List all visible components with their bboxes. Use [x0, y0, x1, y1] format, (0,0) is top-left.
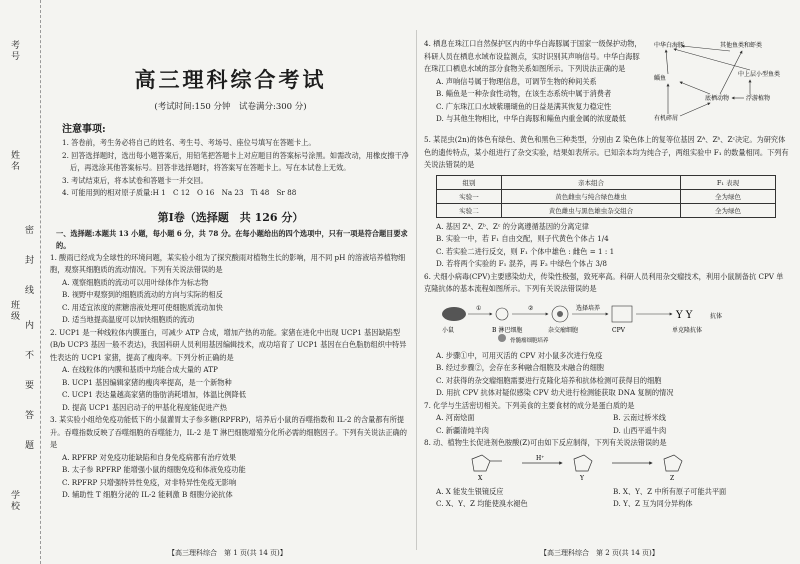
column-divider	[416, 30, 417, 550]
compound-label: Z	[670, 474, 675, 481]
question-stem: 1. 酸雨已经成为全球性的环境问题，某实验小组为了探究酸雨对植物生长的影响，用不同 pH 的溶液培养植物细胞，观察其细胞质的流动情况。下列有关说法错误的是	[50, 252, 406, 274]
web-node: 其他鱼类和虾类	[720, 42, 763, 49]
question-2	[48, 327, 413, 415]
option-d: D. 提高 UCP1 基因启动子的甲基化程度能促进产热	[62, 402, 227, 412]
binding-margin	[0, 0, 41, 564]
question-3	[48, 414, 413, 502]
web-node: 底栖动物	[705, 95, 730, 102]
table-row	[437, 203, 776, 217]
option-c: C. X、Y、Z 均能使溴水褪色	[436, 499, 528, 508]
note-item: 4. 可能用到的相对原子质量:H 1 C 12 O 16 Na 23 Ti 48 Sr 88	[62, 188, 297, 197]
table-cell: 实验二	[437, 203, 502, 217]
option-b: B. 云南过桥米线	[613, 413, 666, 422]
cross-table	[436, 175, 776, 218]
seal-mark: 内	[23, 320, 33, 339]
flow-label: 骨髓瘤细胞培养	[510, 337, 549, 344]
flow-label: 抗体	[710, 312, 723, 320]
web-node: 浮游植物	[746, 95, 771, 102]
reaction-figure	[462, 451, 790, 485]
section-title: 第Ⅰ卷（选择题 共 126 分）	[157, 210, 304, 224]
question-8	[422, 437, 790, 511]
table-cell: 实验一	[437, 189, 502, 203]
option-c: C. 对获得的杂交瘤细胞需要进行克隆化培养和抗体检测可获得目的细胞	[436, 375, 662, 385]
table-header: F₁ 表现	[681, 175, 776, 189]
table-cell: 黄色雌虫与黑色雄虫杂交组合	[502, 203, 681, 217]
flow-label: 单克隆抗体	[672, 326, 703, 334]
binding-label-class: 班级	[9, 300, 19, 322]
section-description: 一、选择题:本题共 13 小题，每小题 6 分，共 78 分。在每小题给出的四个选项中，只有一项是符合题目要求的。	[56, 228, 408, 250]
notes-heading: 注意事项:	[62, 124, 106, 135]
note-item: 2. 回答选择题时，选出每小题答案后，用铅笔把答题卡上对应题目的答案标号涂黑。如需改动，用橡皮擦干净后，再选涂其他答案标号。回答非选择题时，将答案写在答题卡上。写在本试卷上无效。	[62, 150, 409, 172]
seal-mark: 封	[23, 255, 33, 274]
question-stem: 4. 栖息在珠江口自然保护区内的中华白海豚属于国家一级保护动物，科研人员在栖息水域布设监测点，实时识别其声响信号。中华白海豚在珠江口栖息水域的部分食物关系如图所示。下列说法正确的是	[424, 39, 642, 73]
option-b: B. 视野中观察到的细胞质流动的方向与实际的相反	[62, 290, 223, 299]
question-1	[48, 252, 413, 327]
seal-mark: 题	[23, 440, 33, 459]
page-footer: 【高三理科综合 第 1 页(共 14 页)】	[168, 549, 287, 557]
question-stem: 5. 某昆虫(2n)的体色有绿色、黄色和黑色三种类型，分别由 Z 染色体上的复等位基因 Zᴬ、Zᵇ、Zᶜ决定。为研究体色的遗传特点，某小组进行了杂交实验，结果如表所示。已知亲本均为纯合子，两组实验中 F₁ 的数量相同。下列有关说法错误的是	[424, 135, 789, 169]
page-footer: 【高三理科综合 第 2 页(共 14 页)】	[540, 549, 659, 557]
option-b: B. 鲻鱼是一种杂食性动物，在该生态系统中属于消费者	[436, 89, 612, 98]
option-c: C. UCP1 表达量越高家猪的脂肪消耗增加，体温比例降低	[62, 390, 247, 399]
exam-subtitle: (考试时间:150 分钟 试卷满分:300 分)	[154, 102, 307, 112]
option-d: D. 若将两个实验的 F₁ 混养，再 F₂ 中绿色个体占 3/8	[436, 259, 607, 268]
seal-mark: 密	[23, 225, 33, 244]
question-4	[422, 38, 790, 134]
option-d: D. 适当地提高温度可以加快细胞质的流动	[62, 315, 195, 324]
option-c: C. 广东珠江口水域紫珊瑚鱼的日益是满其恢复力稳定性	[436, 101, 612, 111]
flow-label: CPV	[612, 326, 625, 334]
question-6	[422, 271, 790, 400]
question-7	[422, 400, 790, 438]
compound-label: X	[478, 474, 483, 481]
question-stem: 6. 犬细小病毒(CPV)主要感染幼犬，传染性极强，致死率高。科研人员利用杂交瘤技术，利用小鼠制备抗 CPV 单克隆抗体的基本流程如图所示。下列有关说法错误的是	[424, 271, 784, 293]
table-row	[437, 189, 776, 203]
option-a: A. 在线粒体的内膜和基质中均能合成大量的 ATP	[62, 365, 218, 374]
option-a: A. X 能发生银镜反应	[436, 486, 504, 496]
antibody-flow-figure	[436, 298, 790, 348]
seal-mark: 要	[23, 380, 33, 399]
left-column	[48, 0, 413, 564]
web-node: 有机碎屑	[654, 115, 679, 122]
option-c: C. 新疆清炖羊肉	[436, 425, 489, 435]
option-b: B. UCP1 基因编辑家猪的瘦肉率提高，是一个新物种	[62, 377, 232, 387]
option-d: D. Y、Z 互为同分异构体	[613, 499, 693, 508]
option-c: C. RPFRP 只增强特异性免疫，对非特异性免疫无影响	[62, 477, 237, 487]
exam-title: 高三理科综合考试	[134, 67, 327, 92]
web-node: 中上层小型鱼类	[738, 71, 781, 78]
table-header: 亲本组合	[502, 175, 681, 189]
option-a: A. 观察细胞质的流动可以用叶绿体作为标志物	[62, 277, 209, 287]
option-b: B. X、Y、Z 中所有原子可能共平面	[613, 486, 727, 496]
flow-label: B 淋巴细胞	[492, 326, 523, 334]
option-d: D. 山西平遥牛肉	[613, 425, 667, 435]
option-a: A. 基因 Zᴬ、Zᵇ、Zᶜ 的分离遵循基因的分离定律	[436, 221, 589, 231]
reagent-label: H⁺	[536, 454, 545, 462]
table-header: 组别	[437, 175, 502, 189]
seal-mark: 不	[23, 350, 33, 369]
flow-label: 选择培养	[576, 304, 601, 312]
option-a: A. 河南烩面	[436, 413, 475, 422]
option-a: A. RPFRP 对免疫功能缺陷和自身免疫病都有治疗效果	[62, 452, 237, 462]
compound-label: Y	[580, 474, 584, 481]
option-c: C. 若实验二进行反交，则 F₁ 个体中雄色 : 雌色 = 1 : 1	[436, 246, 615, 256]
option-d: D. 与其他生物相比，中华白海豚和鲻鱼内重金属的浓度最低	[436, 114, 626, 123]
option-d: D. 辅助性 T 细胞分泌的 IL-2 能刺激 B 细胞分泌抗体	[62, 490, 233, 499]
food-web-figure	[650, 38, 790, 132]
question-5	[422, 134, 790, 271]
flow-label: ②	[528, 304, 534, 312]
binding-label-name: 姓名	[9, 150, 19, 172]
seal-mark: 答	[23, 410, 33, 429]
question-stem: 3. 某实验小组给免疫功能低下的小鼠灌胃太子参多糖(RPFRP)，培养后小鼠的吞噬指数和 IL-2 的含量都有所提升。吞噬指数反映了吞噬细胞的吞噬能力，IL-2 是 T 淋巴细胞增殖分化所必需的细胞因子。下列有关说法正确的是	[50, 415, 407, 449]
binding-label-school: 学校	[9, 490, 19, 512]
right-column	[422, 0, 790, 564]
note-item: 1. 答卷前，考生务必将自己的姓名、考生号、考场号、座位号填写在答题卡上。	[62, 138, 316, 147]
option-d: D. 用抗 CPV 抗体对疑似感染 CPV 幼犬进行检测能获取 DNA 复制的情况	[436, 388, 674, 397]
table-cell: 全为绿色	[681, 203, 776, 217]
antibody-icon: Y Y	[676, 309, 693, 321]
seal-mark: 线	[23, 285, 33, 304]
option-a: A. 步骤①中，可用灭活的 CPV 对小鼠多次进行免疫	[436, 350, 603, 360]
option-b: B. 经过步骤②，会存在多种融合细胞及未融合的细胞	[436, 363, 604, 372]
note-item: 3. 考试结束后，将本试卷和答题卡一并交回。	[62, 175, 208, 185]
web-node: 鲻鱼	[654, 75, 667, 82]
web-node: 中华白海豚	[654, 42, 685, 49]
question-stem: 7. 化学与生活密切相关。下列美食的主要食材的成分是蛋白质的是	[424, 400, 635, 410]
flow-label: 小鼠	[442, 326, 455, 334]
flow-label: ①	[476, 304, 482, 312]
option-b: B. 实验一中，若 F₁ 自由交配，则子代黄色个体占 1/4	[436, 234, 609, 243]
binding-label-exam-number: 考号	[9, 40, 19, 62]
question-stem: 8. 动、植物生长促进剂色胺酸(Z)可由如下反应制得，下列有关说法错误的是	[424, 438, 667, 447]
option-b: B. 太子参 RPFRP 能增强小鼠的细胞免疫和体液免疫功能	[62, 465, 246, 474]
table-cell: 黄色雌虫与纯合绿色雄虫	[502, 189, 681, 203]
question-stem: 2. UCP1 是一种线粒体内膜蛋白，可减少 ATP 合成，增加产热的功能。家猪在进化中出现 UCP1 基因缺陷型(B/b UCP3 基因一般不表达)，我国科研人员利用基因编辑技术，成功培育了 UCP1 基因在白色脂肪组织中特异性表达的 UCP1 家猪，提高了瘦肉率。下列分析正确的是	[50, 327, 407, 362]
option-c: C. 用适宜浓度的蔗糖溶液处理可使细胞质流动加快	[62, 302, 223, 312]
table-cell: 全为绿色	[681, 189, 776, 203]
option-a: A. 声响信号属于物理信息，可调节生物的种间关系	[436, 76, 597, 86]
flow-label: 杂交瘤细胞	[548, 326, 579, 334]
